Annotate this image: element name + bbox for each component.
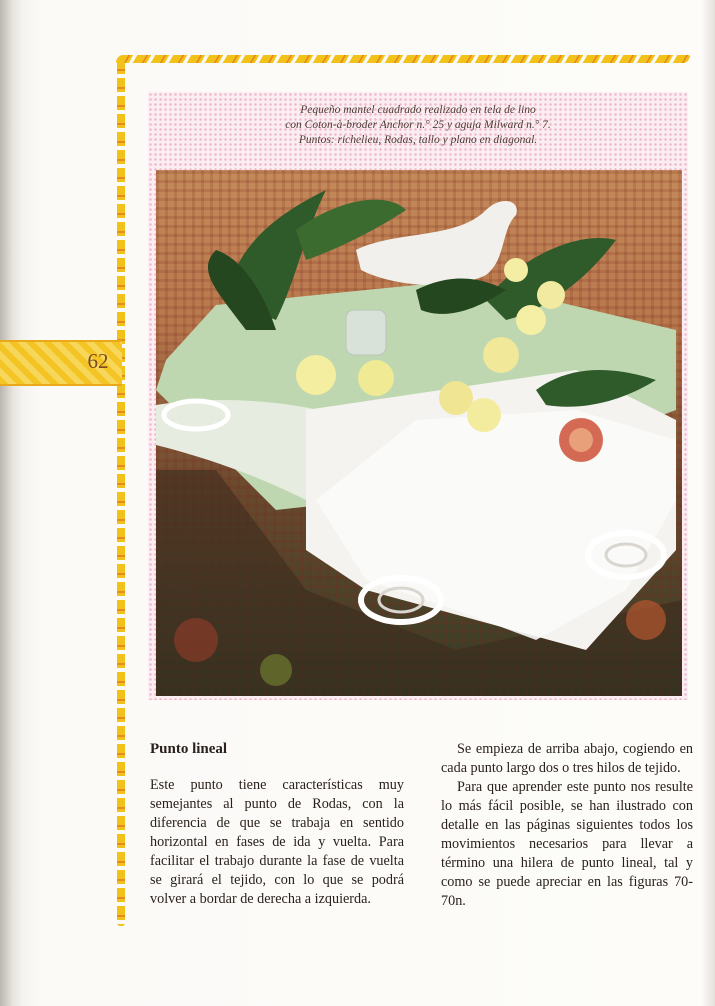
tablecloth-photo xyxy=(156,170,682,696)
tablecloth-illustration xyxy=(156,170,682,696)
decorative-border-left xyxy=(117,60,125,926)
article-left-column xyxy=(150,740,404,909)
section-heading: Punto lineal xyxy=(150,741,228,757)
spine-shadow xyxy=(0,0,22,1006)
caption-line: Puntos: richelieu, Rodas, tallo y plano en diagonal. xyxy=(298,134,538,146)
body-paragraph: Este punto tiene características muy semejantes al punto de Rodas, con la diferencia de que se trabaja en sentido horizontal en fases de ida y vuelta. Para facilitar el trabajo durante la fase de vuelta se girará el tejido, con lo que se podrá volver a bordar de derecha a izquierda. xyxy=(150,777,404,907)
body-paragraph: Se empieza de arriba abajo, cogiendo en cada punto largo dos o tres hilos de tejido. xyxy=(441,741,693,776)
caption-line: Pequeño mantel cuadrado realizado en tela de lino xyxy=(300,104,536,116)
body-paragraph: Para que aprender este punto nos resulte lo más fácil posible, se han ilustrado con detalle en las páginas siguientes todos los movimientos necesarios para llevar a término una hilera de punto lineal, tal y como se puede apreciar en las figuras 70-70n. xyxy=(441,779,693,909)
article-right-column xyxy=(441,740,693,911)
decorative-border-top xyxy=(115,55,692,63)
caption-line: con Coton-à-broder Anchor n.° 25 y aguja Milward n.° 7. xyxy=(285,119,551,131)
page-number: 62 xyxy=(87,349,109,373)
page-edge xyxy=(701,0,715,1006)
photo-caption xyxy=(196,103,640,148)
